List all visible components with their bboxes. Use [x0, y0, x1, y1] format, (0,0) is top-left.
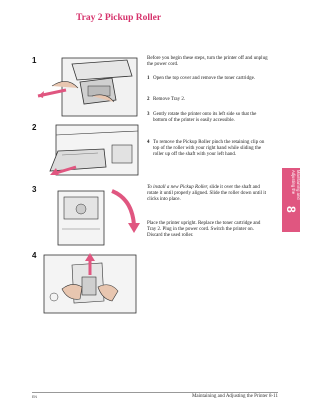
- footer-page-label: Maintaining and Adjusting the Printer 8-11: [191, 394, 278, 399]
- step-4: [147, 140, 269, 159]
- figure-number: 2: [32, 123, 37, 132]
- figure-4: [32, 251, 141, 315]
- figure-number: 3: [32, 185, 37, 194]
- install-lead: To install a new Pickup Roller,: [147, 185, 209, 190]
- illustration-remove-roller: [32, 251, 141, 315]
- step-number: 2: [147, 97, 150, 102]
- step-text: Remove Tray 2.: [153, 97, 186, 102]
- footer-language: EN: [32, 395, 37, 399]
- chapter-tab-number: 8: [284, 206, 298, 213]
- figure-number: 4: [32, 251, 37, 260]
- illustration-remove-tray: [32, 123, 141, 181]
- install-text: slide it over the shaft and rotate it until properly aligned. Slide the roller down until it clicks into place.: [147, 185, 267, 203]
- figure-3: [32, 185, 141, 247]
- step-number: 1: [147, 76, 150, 81]
- figure-2: [32, 123, 141, 181]
- place-upright-text: Place the printer upright. Replace the toner cartridge and Tray 2. Plug in the power cord. Switch the printer on. Discard the used roller.: [147, 221, 261, 239]
- footer-divider: [32, 392, 278, 393]
- step-number: 3: [147, 112, 150, 117]
- step-text: Gently rotate the printer onto its left side so that the bottom of the printer is easily accessible.: [153, 112, 257, 124]
- intro-text: Before you begin these steps, turn the printer off and unplug the power cord.: [147, 56, 268, 68]
- illustration-open-cover: [32, 56, 141, 118]
- figure-1: [32, 56, 141, 118]
- chapter-tab-text: Maintaining and Adjusting the: [291, 170, 301, 200]
- step-text: Open the top cover and remove the toner cartridge.: [153, 76, 256, 81]
- page-title: Tray 2 Pickup Roller: [76, 13, 162, 23]
- figure-number: 1: [32, 56, 37, 65]
- illustration-rotate-printer: [32, 185, 141, 247]
- install-instructions: [147, 185, 269, 204]
- step-2: [147, 97, 269, 103]
- step-1: [147, 76, 269, 82]
- step-number: 4: [147, 140, 150, 145]
- step-text: To remove the Pickup Roller pinch the retaining clip on top of the roller with your right hand while sliding the roller up off the shaft with your left hand.: [153, 140, 265, 158]
- step-3: [147, 112, 269, 124]
